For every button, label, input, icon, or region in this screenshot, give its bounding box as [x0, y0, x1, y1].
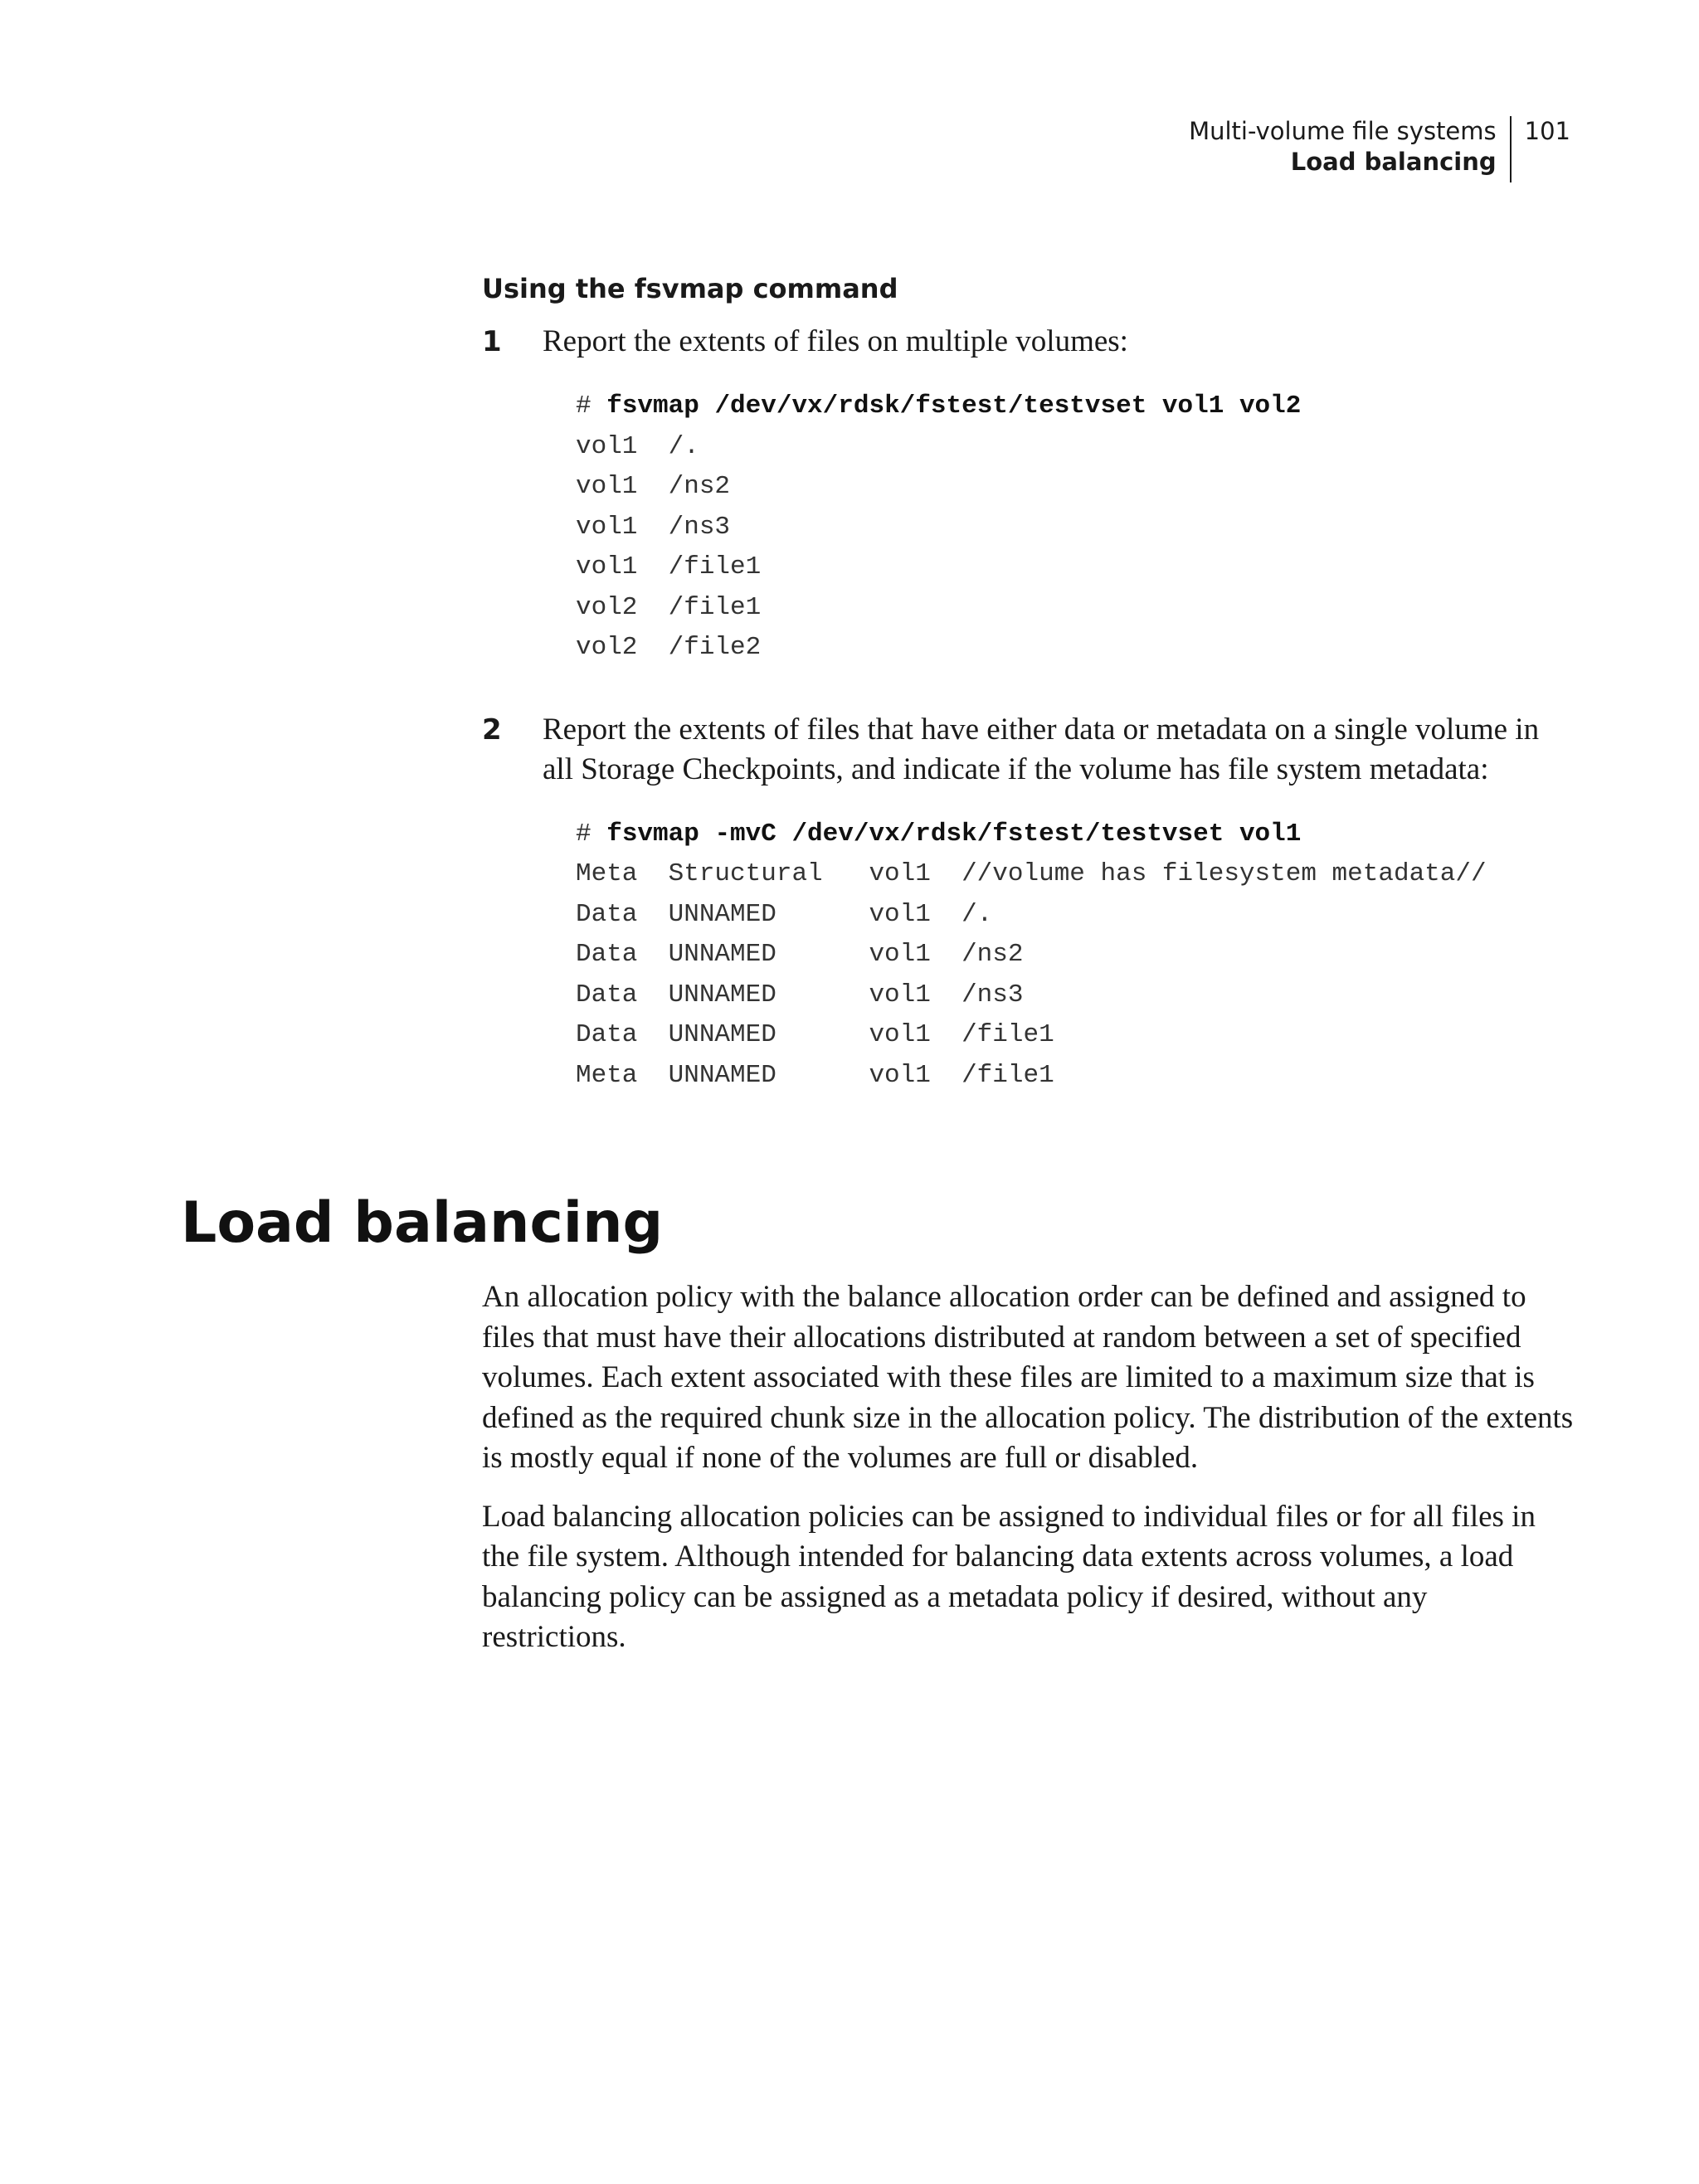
section-heading: Load balancing	[181, 1190, 664, 1256]
header-chapter-title: Multi-volume file systems	[1189, 117, 1497, 145]
step-body	[543, 322, 1577, 669]
step-text: Report the extents of files that have either data or metadata on a single volume in all Storage Checkpoints, and indicate if the volume has file system metadata:	[543, 712, 1540, 786]
page-number: 101	[1524, 117, 1570, 145]
output-line: Meta Structural vol1 //volume has filesystem metadata//	[576, 859, 1487, 888]
output-line: Data UNNAMED vol1 /ns2	[576, 940, 1024, 969]
output-line: vol1 /.	[576, 431, 699, 461]
running-header	[1189, 116, 1570, 182]
output-line: vol1 /ns2	[576, 472, 731, 501]
output-line: Meta UNNAMED vol1 /file1	[576, 1060, 1054, 1090]
output-line: Data UNNAMED vol1 /ns3	[576, 980, 1024, 1009]
paragraph: Load balancing allocation policies can be assigned to individual files or for all files in the file system. Although intended for balancing data extents across volumes, a load balancing policy can be assigned as a metadata policy if desired, without any restrictions.	[482, 1499, 1536, 1654]
header-section-title: Load balancing	[1290, 148, 1497, 176]
step-text: Report the extents of files on multiple volumes:	[543, 324, 1128, 358]
command-line	[576, 387, 1577, 427]
output-line: Data UNNAMED vol1 /file1	[576, 1020, 1054, 1049]
header-titles	[1189, 116, 1512, 182]
code-block	[576, 815, 1577, 1097]
shell-prompt: #	[576, 819, 607, 849]
section-body	[482, 1277, 1577, 1676]
step-number: 2	[482, 713, 502, 747]
output-line: vol1 /file1	[576, 552, 762, 581]
step-number: 1	[482, 325, 502, 358]
shell-prompt: #	[576, 392, 607, 421]
output-line: Data UNNAMED vol1 /.	[576, 899, 993, 929]
procedure-title: Using the fsvmap command	[482, 273, 898, 304]
procedure-step-1	[482, 322, 1577, 669]
output-line: vol1 /ns3	[576, 512, 731, 542]
code-block	[576, 387, 1577, 669]
command-text: fsvmap -mvC /dev/vx/rdsk/fstest/testvset vol1	[606, 819, 1302, 849]
step-body	[543, 710, 1577, 1097]
command-line	[576, 815, 1577, 855]
output-line: vol2 /file1	[576, 592, 762, 622]
output-line: vol2 /file2	[576, 633, 762, 662]
procedure	[482, 270, 1577, 1096]
procedure-step-2	[482, 710, 1577, 1097]
command-text: fsvmap /dev/vx/rdsk/fstest/testvset vol1 vol2	[606, 392, 1302, 421]
paragraph: An allocation policy with the balance allocation order can be defined and assigned to files that must have their allocations distributed at random between a set of specified volumes. Each extent associated with these files are limited to a maximum size that is defined as the required chunk size in the allocation policy. The distribution of the extents is mostly equal if none of the volumes are full or disabled.	[482, 1280, 1574, 1475]
